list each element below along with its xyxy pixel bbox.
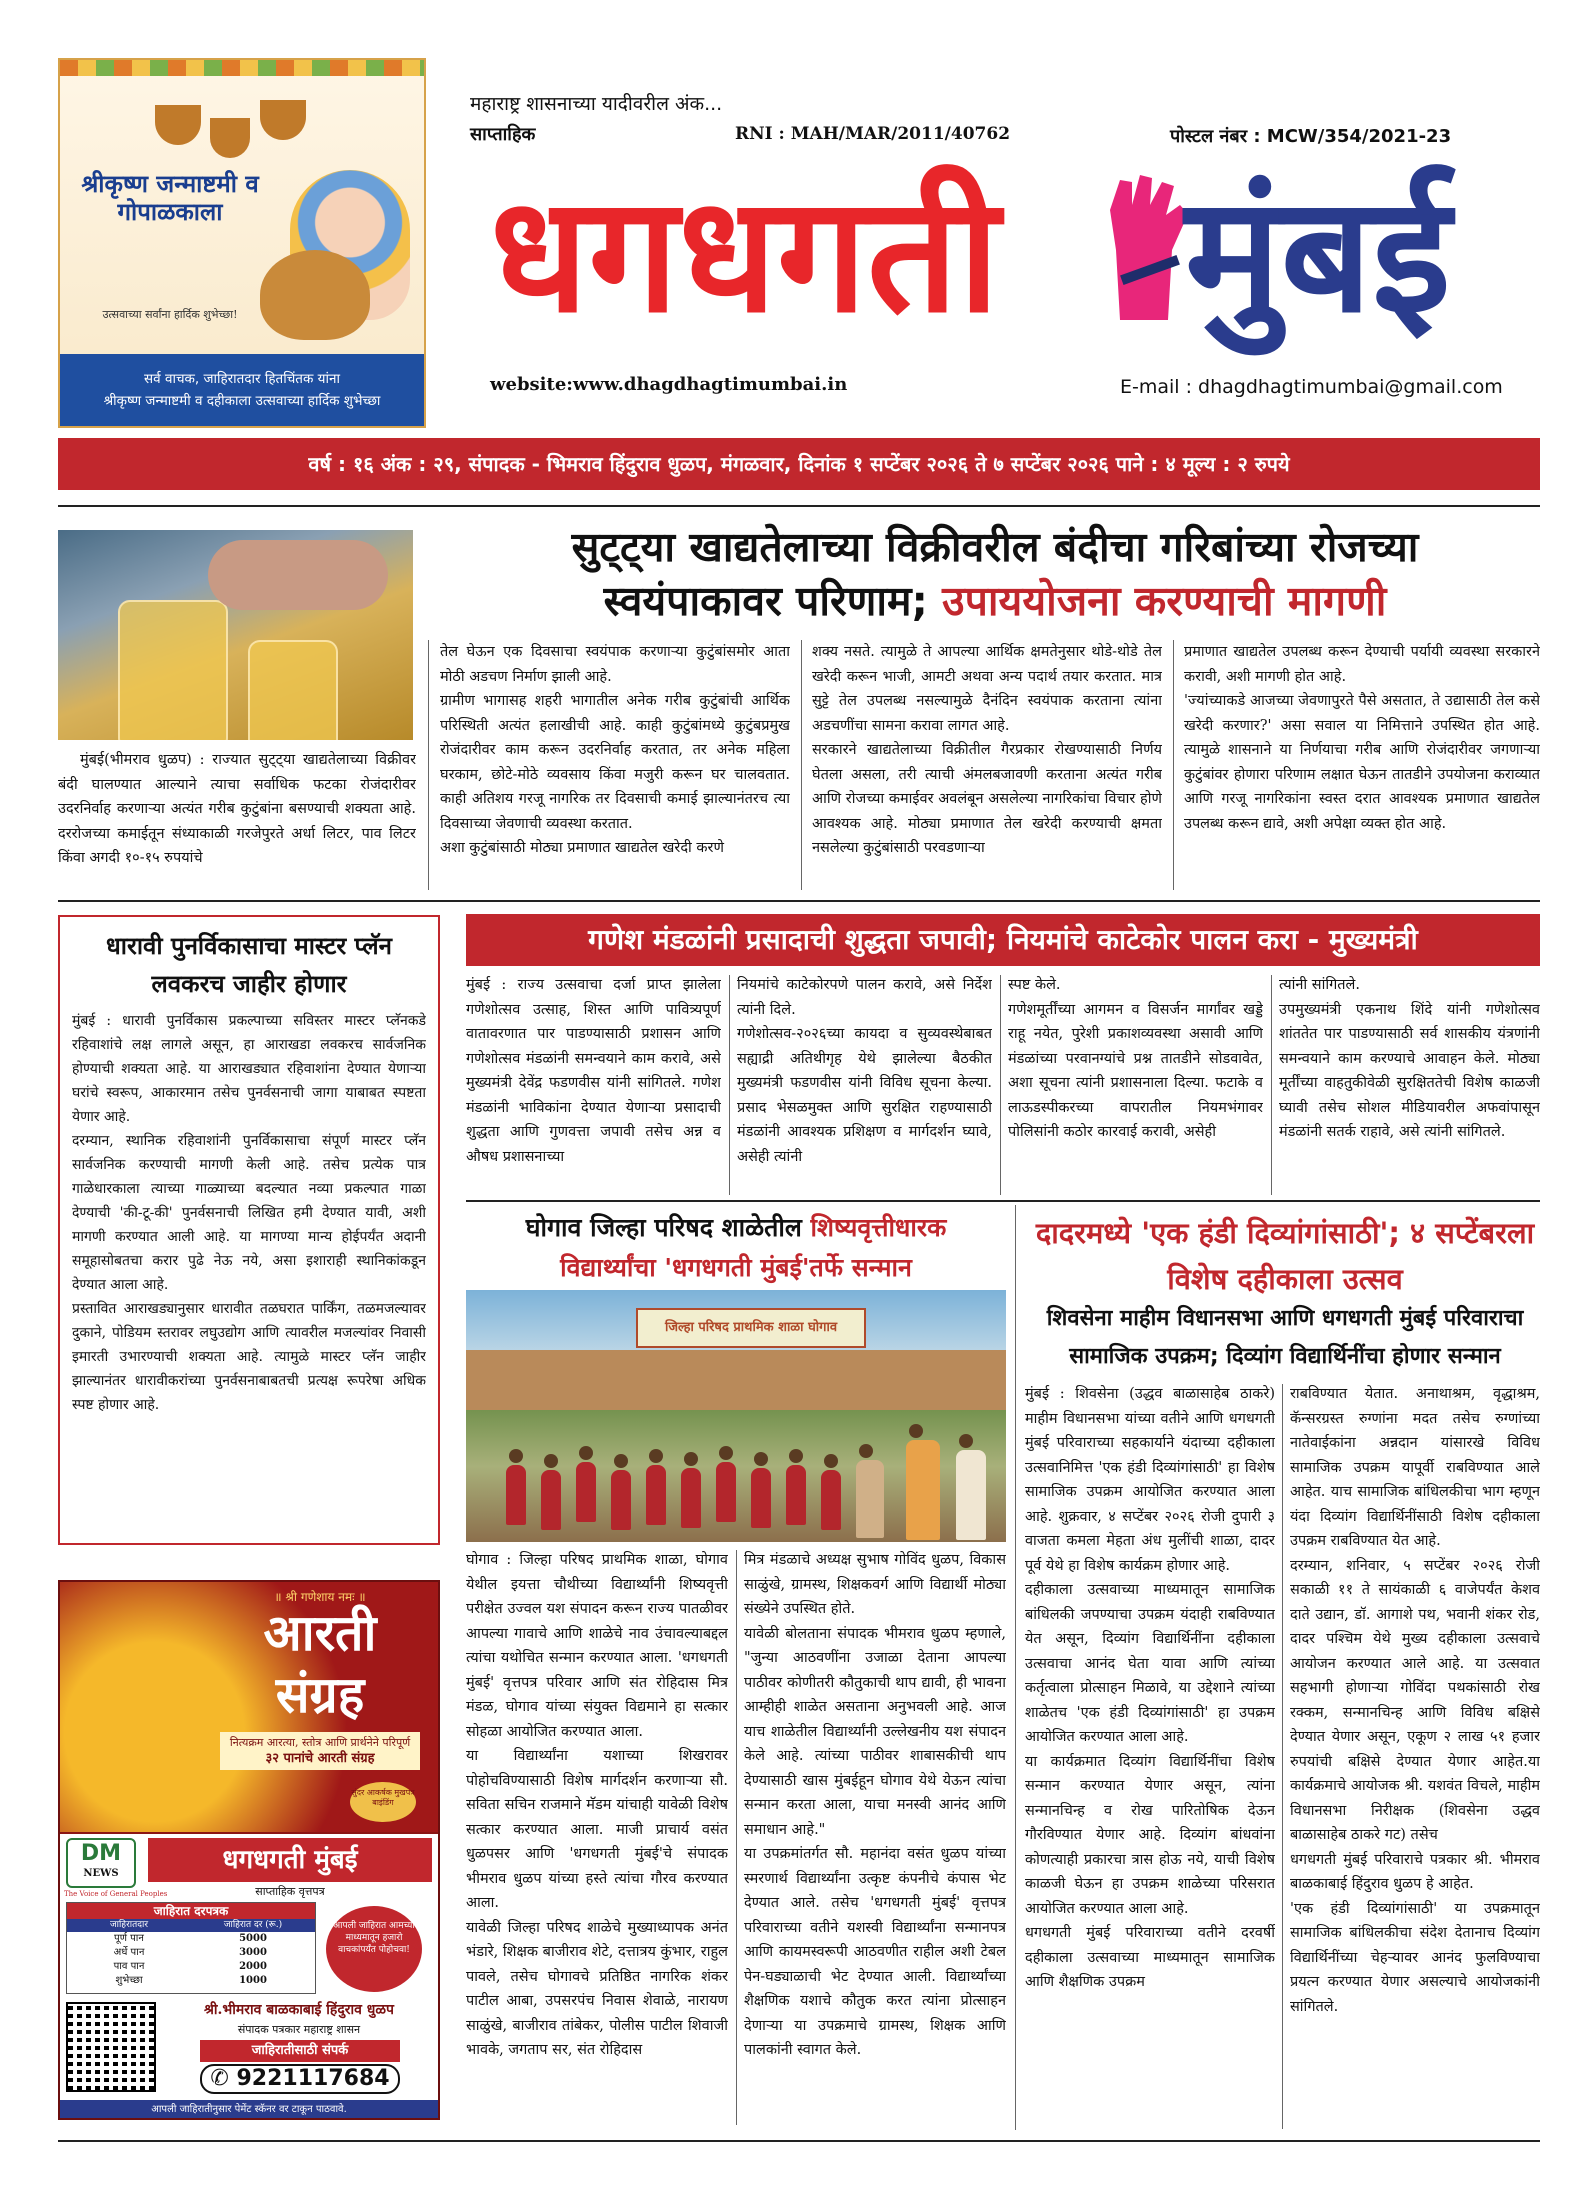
story4-headline-black: घोगाव जिल्हा परिषद शाळेतील (525, 1213, 811, 1242)
email-link[interactable]: E-mail : dhagdhagtimumbai@gmail.com (1120, 376, 1503, 398)
ad-brand-sub: साप्ताहिक वृत्तपत्र (255, 1885, 325, 1898)
story4-headline-line2: विद्यार्थ्यांचा 'धगधगती मुंबई'तर्फे सन्मान (560, 1253, 912, 1282)
story5-col2: राबविण्यात येतात. अनाथाश्रम, वृद्धाश्रम, कॅन्सरग्रस्त रुग्णांना मदत तसेच रुग्णांच्या नातेवाईकांना अन्नदान यांसारखे विविध सामाजिक उपक्रम यापूर्वी राबविण्यात आले आहेत. याच सामाजिक बांधिलकीचा भाग म्हणून यंदा दिव्यांग विद्यार्थिनींसाठी विशेष दहीकाला उपक्रम राबविण्यात येत आहे. दरम्यान, शनिवार, ५ सप्टेंबर २०२६ रोजी सकाळी ११ ते सायंकाळी ६ वाजेपर्यंत केशव दाते उद्यान, डॉ. आगाशे पथ, भवानी शंकर रोड, दादर पश्चिम येथे मुख्य दहीकाला उत्सवाचे आयोजन करण्यात आले आहे. या उत्सवात सहभागी होणाऱ्या गोविंदा पथकांसाठी रोख रक्कम, सन्मानचिन्ह आणि विविध बक्षिसे देण्यात येणार असून, एकूण २ लाख ५१ हजार रुपयांची बक्षिसे देण्यात येणार आहेत.या कार्यक्रमाचे आयोजक श्री. यशवंत विचले, माहीम विधानसभा निरीक्षक (शिवसेना उद्धव बाळासाहेब ठाकरे गट) तसेच धगधगती मुंबई परिवाराचे पत्रकार श्री. भीमराव बाळकाबाई हिंदुराव धुळप हे आहेत. 'एक हंडी दिव्यांगांसाठी' या उपक्रमातून सामाजिक बांधिलकीचा संदेश देतानाच दिव्यांग विद्यार्थिनींच्या चेहऱ्यावर आनंद फुलविण्याचा प्रयत्न करण्यात येणार असल्याचे आयोजकांनी सांगितले. (1290, 1386, 1540, 2015)
story3-col2: नियमांचे काटेकोरपणे पालन करावे, असे निर्देश त्यांनी दिले. गणेशोत्सव-२०२६च्या कायदा व सुव्यवस्थेबाबत सह्याद्री अतिथीगृह येथे झालेल्या बैठकीत मुख्यमंत्री फडणवीस यांनी विविध सूचना केल्या. प्रसाद भेसळमुक्त आणि सुरक्षित राहण्यासाठी मंडळांनी आवश्यक प्रशिक्षण व मार्गदर्शन घ्यावे, असेही त्यांनी (737, 977, 992, 1165)
story2-body: मुंबई : धारावी पुनर्विकास प्रकल्पाच्या सविस्तर मास्टर प्लॅनकडे रहिवाशांचे लक्ष लागले असून, हा आराखडा लवकरच सार्वजनिक होण्याची शक्यता आहे. या आराखड्यात रहिवाशांना देण्यात येणाऱ्या घरांचे स्वरूप, आकारमान तसेच पुनर्वसनाची जागा याबाबत स्पष्टता येणार आहे. दरम्यान, स्थानिक रहिवाशांनी पुनर्विकासाचा संपूर्ण मास्टर प्लॅन सार्वजनिक करण्याची मागणी केली आहे. तसेच प्रत्येक पात्र गाळेधारकाला त्याच्या गाळ्याच्या बदल्यात नव्या प्रकल्पात गाळा देण्याची 'की-टू-की' पुनर्वसनाची लिखित हमी देण्यात यावी, अशी मागणी करण्यात आली आहे. या मागण्या मान्य होईपर्यंत अदानी समूहासोबतचा करार पुढे नेऊ नये, असा इशाराही स्थानिकांकडून देण्यात आला आहे. प्रस्तावित आराखड्यानुसार धारावीत तळघरात पार्किंग, तळमजल्यावर दुकाने, पोडियम स्तरावर लघुउद्योग आणि त्यावरील मजल्यांवर निवासी इमारती उभारण्याची शक्यता आहे. त्यामुळे मास्टर प्लॅन जाहीर झाल्यानंतर धारावीकरांच्या पुनर्वसनाबाबतची प्रत्यक्ष रूपरेषा अधिक स्पष्ट होणार आहे. (72, 1013, 426, 1413)
contact-label: जाहिरातीसाठी संपर्क (200, 2040, 400, 2062)
butter-pot-icon (260, 250, 370, 340)
ad-description-line1: नित्यक्रम आरत्या, स्तोत्र आणि प्रार्थनेने परिपूर्ण (229, 1736, 411, 1749)
rate-card (60, 1834, 438, 2120)
story3-col3: स्पष्ट केले. गणेशमूर्तींच्या आगमन व विसर्जन मार्गांवर खड्डे राहू नयेत, पुरेशी प्रकाशव्यवस्था असावी आणि मंडळांच्या परवानग्यांचे प्रश्न तातडीने सोडवावेत, अशा सूचना त्यांनी प्रशासनाला दिल्या. फटाके व लाऊडस्पीकरच्या वापरातील नियमभंगावर पोलिसांनी कठोर कारवाई करावी, असेही (1008, 977, 1263, 1140)
masthead-tagline: महाराष्ट्र शासनाच्या यादीवरील अंक... (470, 93, 723, 115)
story5-subheadline: शिवसेना माहीम विधानसभा आणि धगधगती मुंबई परिवाराचा सामाजिक उपक्रम; दिव्यांग विद्यार्थिनींचा होणार सन्मान (1046, 1306, 1524, 1369)
dm-tagline: The Voice of General Peoples (64, 1890, 168, 1898)
rate-item: शुभेच्छा (115, 1975, 143, 1986)
story4-col1: घोगाव : जिल्हा परिषद प्राथमिक शाळा, घोगाव येथील इयत्ता चौथीच्या विद्यार्थ्यांनी शिष्यवृत्ती परीक्षेत उज्वल यश संपादन करून राज्य पातळीवर आपल्या गावाचे आणि शाळेचे नाव उंचावल्याबद्दल त्यांचा यथोचित सन्मान करण्यात आला. 'धगधगती मुंबई' वृत्तपत्र परिवार आणि संत रोहिदास मित्र मंडळ, घोगाव यांच्या संयुक्त विद्यमाने हा सत्कार सोहळा आयोजित करण्यात आला. या विद्यार्थ्यांना यशाच्या शिखरावर पोहोचविण्यासाठी विशेष मार्गदर्शन करणाऱ्या सौ. सविता सचिन राजमाने मॅडम यांचाही यावेळी विशेष सत्कार करण्यात आला. माजी प्राचार्य वसंत धुळपसर आणि 'धगधगती मुंबई'चे संपादक भीमराव धुळप यांच्या हस्ते त्यांचा गौरव करण्यात आला. यावेळी जिल्हा परिषद शाळेचे मुख्याध्यापक अनंत भंडारे, शिक्षक बाजीराव शेटे, दत्तात्रय कुंभार, राहुल पावले, तसेच घोगावचे प्रतिष्ठित नागरिक शंकर पाटील आबा, उपसरपंच निवास शेवाळे, नारायण साळुंखे, बाजीराव तांबेकर, पोलीस पाटील शिवाजी भावके, जगताप सर, संत रोहिदास (466, 1552, 728, 2058)
story4-headline-line1 (466, 1208, 1006, 1248)
masthead-weekly: साप्ताहिक (470, 124, 536, 145)
website-link[interactable]: website:www.dhagdhagtimumbai.in (490, 374, 848, 395)
newspaper-logo (480, 150, 1550, 360)
hand-shape (208, 540, 388, 610)
story4-headline (466, 1208, 1006, 1288)
school-building (466, 1350, 1006, 1410)
divider (58, 505, 1540, 507)
phone-icon: ✆ (210, 2066, 237, 2091)
aarti-sangrah-ad (58, 1580, 440, 2120)
phone-number: 9221117684 (236, 2066, 390, 2091)
ad-promo-circle: आपली जाहिरात आमच्या माध्यमातून हजारो वाचकांपर्यंत पोहोचवा! (326, 1906, 422, 1992)
story4-headline-red-a: शिष्यवृत्तीधारक (810, 1213, 947, 1242)
garland-decoration (60, 60, 424, 76)
handi-pot-icon (260, 100, 306, 140)
ad-greeting-line1: सर्व वाचक, जाहिरातदार हितचिंतक यांना (144, 371, 340, 387)
publisher-name: श्री.भीमराव बाळकाबाई हिंदुराव धुळप (204, 2002, 394, 2018)
issue-info-bar: वर्ष : १६ अंक : २९, संपादक - भिमराव हिंदुराव धुळप, मंगळवार, दिनांक १ सप्टेंबर २०२६ ते ७ सप्टेंबर २०२६ पाने : ४ मूल्य : २ रुपये (58, 438, 1540, 490)
rate-table-title: जाहिरात दरपत्रक (67, 1903, 315, 1919)
ad-title: श्रीकृष्ण जन्माष्टमी व गोपाळकाला (81, 170, 259, 226)
dm-news-logo: DM NEWS (66, 1838, 136, 1888)
story1-headline-line2 (440, 574, 1550, 628)
ad-description (220, 1732, 420, 1770)
story1-col3: शक्य नसते. त्यामुळे ते आपल्या आर्थिक क्षमतेनुसार थोडे-थोडे तेल खरेदी करून भाजी, आमटी अथवा अन्य पदार्थ तयार करतात. मात्र सुट्टे तेल उपलब्ध नसल्यामुळे दैनंदिन स्वयंपाक करताना त्यांना अडचणींचा सामना करावा लागत आहे. सरकारने खाद्यतेलाच्या विक्रीतील गैरप्रकार रोखण्यासाठी निर्णय घेतला असला, तरी त्याची अंमलबजावणी करताना अत्यंत गरीब आणि रोजच्या कमाईवर अवलंबून असलेल्या नागरिकांचा विचार होणे आवश्यक आहे. मोठ्या प्रमाणात तेल खरेदी करण्याची क्षमता नसलेल्या कुटुंबांसाठी परवडणाऱ्या (812, 644, 1162, 856)
story1-col4: प्रमाणात खाद्यतेल उपलब्ध करून देण्याची पर्यायी व्यवस्था सरकारने करावी, अशी मागणी होत आहे. 'ज्यांच्याकडे आजच्या जेवणापुरते पैसे असतात, ते उद्यासाठी तेल कसे खरेदी करणार?' असा सवाल या निमित्ताने उपस्थित होत आहे. त्यामुळे शासनाने या निर्णयाचा गरीब आणि रोजंदारीवर जगणाऱ्या कुटुंबांवर होणारा परिणाम लक्षात घेऊन तातडीने उपयोजना कराव्यात आणि गरजू नागरिकांना स्वस्त दरात आवश्यक प्रमाणात खाद्यतेल उपलब्ध करून द्यावे, अशी अपेक्षा व्यक्त होत आहे. (1184, 644, 1540, 832)
handi-pot-icon (210, 118, 250, 158)
rate-row (67, 1974, 315, 1988)
rate-item: पाव पान (113, 1961, 145, 1972)
rate-header-price: जाहिरात दर (रू.) (223, 1920, 283, 1930)
janmashtami-ad (58, 58, 426, 428)
binding-badge: सुंदर आकर्षक मुखपत्र बाइंडिंग (350, 1782, 416, 1822)
ad-title-line1: आरती (263, 1604, 377, 1662)
rate-price: 1000 (239, 1975, 267, 1986)
divider (466, 1200, 1540, 1202)
story1-headline (440, 520, 1550, 628)
logo-text-right: मुंबई (1185, 161, 1451, 348)
story1-headline-black: स्वयंपाकावर परिणाम; (603, 577, 928, 625)
story4-photo (466, 1290, 1006, 1542)
story5-col1: मुंबई : शिवसेना (उद्धव बाळासाहेब ठाकरे) माहीम विधानसभा यांच्या वतीने आणि धगधगती मुंबई परिवाराच्या सहकार्याने यंदाच्या दहीकाला उत्सवानिमित्त 'एक हंडी दिव्यांगांसाठी' हा विशेष सामाजिक उपक्रम आयोजित करण्यात आला आहे. शुक्रवार, ४ सप्टेंबर २०२६ रोजी दुपारी ३ वाजता कमला मेहता अंध मुलींची शाळा, दादर पूर्व येथे हा विशेष कार्यक्रम होणार आहे. दहीकाला उत्सवाच्या माध्यमातून सामाजिक बांधिलकी जपण्याचा उपक्रम यंदाही राबविण्यात येत असून, दिव्यांग विद्यार्थिनींना दहीकाला उत्सवाचा आनंद घेता यावा आणि त्यांच्या कर्तृत्वाला प्रोत्साहन मिळावे, या उद्देशाने त्यांच्या शाळेतच 'एक हंडी दिव्यांगांसाठी' हा उपक्रम आयोजित करण्यात आला आहे. या कार्यक्रमात दिव्यांग विद्यार्थिनींचा विशेष सन्मान करण्यात येणार असून, त्यांना सन्मानचिन्ह व रोख पारितोषिक देऊन गौरविण्यात येणार आहे. दिव्यांग बांधवांना कोणत्याही प्रकारचा त्रास होऊ नये, याची विशेष काळजी घेऊन हा उपक्रम शाळेच्या परिसरात आयोजित करण्यात आला आहे. धगधगती मुंबई परिवाराच्या वतीने दरवर्षी दहीकाला उत्सवाच्या माध्यमातून सामाजिक आणि शैक्षणिक उपक्रम (1025, 1386, 1275, 1990)
publisher-role: संपादक पत्रकार महाराष्ट्र शासन (237, 2023, 361, 2036)
rate-item: पूर्ण पान (114, 1933, 144, 1944)
raised-fist-pen-icon (1080, 170, 1200, 340)
ad-footer: आपली जाहिरातीनुसार पेमेंट स्कॅनर वर टाकून पाठवावे. (60, 2100, 438, 2120)
postal-number: पोस्टल नंबर : MCW/354/2021-23 (1170, 126, 1452, 147)
divider (58, 2140, 1540, 2142)
ad-greeting-line2: श्रीकृष्ण जन्माष्टमी व दहीकाला उत्सवाच्या हार्दिक शुभेच्छा (103, 393, 381, 409)
ad-rate-table (66, 1902, 316, 1994)
ad-invocation: ॥ श्री गणेशाय नमः ॥ (274, 1590, 366, 1604)
rate-header-item: जाहिरातदार (109, 1920, 149, 1930)
payment-qr-code[interactable] (66, 2002, 156, 2092)
rate-item: अर्धे पान (113, 1947, 145, 1958)
rni-number: RNI : MAH/MAR/2011/40762 (735, 124, 1011, 144)
ad-greeting-band (60, 354, 424, 426)
dm-news-label: NEWS (83, 1868, 119, 1879)
story2-box (58, 915, 440, 1545)
divider (58, 900, 1540, 902)
story1-col2: तेल घेऊन एक दिवसाचा स्वयंपाक करणाऱ्या कुटुंबांसमोर आता मोठी अडचण निर्माण झाली आहे. ग्रामीण भागासह शहरी भागातील अनेक गरीब कुटुंबांची आर्थिक परिस्थिती अत्यंत हलाखीची आहे. काही कुटुंबांमध्ये कुटुंबप्रमुख रोजंदारीवर काम करून उदरनिर्वाह करतात, तर अनेक महिला घरकाम, छोटे-मोठे व्यवसाय किंवा मजुरी करून घर चालवतात. काही अतिशय गरजू नागरिक तर दिवसाची कमाई झाल्यानंतरच त्या दिवसाच्या जेवणाची व्यवस्था करतात. अशा कुटुंबांसाठी मोठ्या प्रमाणात खाद्यतेल खरेदी करणे (440, 644, 790, 856)
logo-text-left: धगधगती (490, 161, 1000, 348)
story5-headline: दादरमध्ये 'एक हंडी दिव्यांगांसाठी'; ४ सप्टेंबरला विशेष दहीकाला उत्सव (1035, 1216, 1535, 1296)
story1-col1 (58, 748, 416, 890)
ad-title-line2: संग्रह (275, 1666, 365, 1724)
rate-row (67, 1932, 315, 1946)
story1-photo (58, 530, 413, 740)
rate-price: 3000 (239, 1947, 267, 1958)
school-banner: जिल्हा परिषद प्राथमिक शाळा घोगाव (636, 1308, 866, 1348)
rate-table-header (67, 1919, 315, 1932)
handi-pot-icon (155, 105, 201, 145)
story2-headline: धारावी पुनर्विकासाचा मास्टर प्लॅन लवकरच जाहीर होणार (106, 932, 392, 998)
story3-col1: मुंबई : राज्य उत्सवाचा दर्जा प्राप्त झालेला गणेशोत्सव उत्साह, शिस्त आणि पावित्र्यपूर्ण वातावरणात पार पाडण्यासाठी प्रशासन आणि गणेशोत्सव मंडळांनी समन्वयाने काम करावे, असे मुख्यमंत्री देवेंद्र फडणवीस यांनी सांगितले. गणेश मंडळांनी भाविकांना देण्यात येणाऱ्या प्रसादाची शुद्धता आणि गुणवत्ता जपावी तसेच अन्न व औषध प्रशासनाच्या (466, 977, 721, 1165)
story1-col1-text: मुंबई(भीमराव धुळप) : राज्यात सुट्ट्या खाद्यतेलाच्या विक्रीवर बंदी घालण्यात आल्याने त्याचा सर्वाधिक फटका रोजंदारीवर उदरनिर्वाह करणाऱ्या अत्यंत गरीब कुटुंबांना बसण्याची शक्यता आहे. दररोजच्या कमाईतून संध्याकाळी गरजेपुरते अर्धा लिटर, पाव लिटर किंवा अगदी १०-१५ रुपयांचे (58, 752, 416, 866)
story1-headline-red: उपाययोजना करण्याची मागणी (927, 577, 1387, 625)
story3-col4: त्यांनी सांगितले. उपमुख्यमंत्री एकनाथ शिंदे यांनी गणेशोत्सव शांततेत पार पाडण्यासाठी सर्व शासकीय यंत्रणांनी समन्वयाने काम करण्याचे आवाहन केले. मोठ्या मूर्तींच्या वाहतुकीवेळी सुरक्षिततेची विशेष काळजी घ्यावी तसेच सोशल मीडियावरील अफवांपासून मंडळांनी सतर्क राहावे, असे त्यांनी सांगितले. (1279, 977, 1540, 1140)
story3-headline: गणेश मंडळांनी प्रसादाची शुद्धता जपावी; नियमांचे काटेकोर पालन करा - मुख्यमंत्री (466, 914, 1540, 966)
story1-headline-line1: सुट्ट्या खाद्यतेलाच्या विक्रीवरील बंदीचा गरिबांच्या रोजच्या (571, 523, 1419, 571)
rate-price: 2000 (239, 1961, 267, 1972)
ad-subtitle: उत्सवाच्या सर्वांना हार्दिक शुभेच्छा! (102, 308, 238, 321)
rate-row (67, 1960, 315, 1974)
rate-price: 5000 (239, 1933, 267, 1944)
contact-phone[interactable] (200, 2064, 400, 2094)
rate-row (67, 1946, 315, 1960)
ad-brand-name: धगधगती मुंबई (148, 1838, 432, 1882)
ad-description-line2: ३२ पानांचे आरती संग्रह (265, 1751, 375, 1766)
story4-col2: मित्र मंडळाचे अध्यक्ष सुभाष गोविंद धुळप, विकास साळुंखे, ग्रामस्थ, शिक्षकवर्ग आणि विद्यार्थी मोठ्या संख्येने उपस्थित होते. यावेळी बोलताना संपादक भीमराव धुळप म्हणाले, "जुन्या आठवणींना उजाळा देताना आपल्या पाठीवर कोणीतरी कौतुकाची थाप द्यावी, ही भावना आम्हीही शाळेत असताना अनुभवली आहे. आज याच शाळेतील विद्यार्थ्यांनी उल्लेखनीय यश संपादन केले आहे. त्यांच्या पाठीवर शाबासकीची थाप देण्यासाठी खास मुंबईहून घोगाव येथे येऊन त्यांचा सन्मान करता आला, याचा मनस्वी आनंद आणि समाधान आहे." या उपक्रमांतर्गत सौ. महानंदा वसंत धुळप यांच्या स्मरणार्थ विद्यार्थ्यांना उत्कृष्ट कंपनीचे कंपास भेट देण्यात आले. तसेच 'धगधगती मुंबई' वृत्तपत्र परिवाराच्या वतीने यशस्वी विद्यार्थ्यांना सन्मानपत्र आणि कायमस्वरूपी आठवणीत राहील अशी टेबल पेन-घड्याळाची भेट देण्यात आली. विद्यार्थ्यांच्या शैक्षणिक यशाचे कौतुक करत त्यांना प्रोत्साहन देणाऱ्या या उपक्रमाचे ग्रामस्थ, शिक्षक आणि पालकांनी स्वागत केले. (744, 1552, 1006, 2058)
